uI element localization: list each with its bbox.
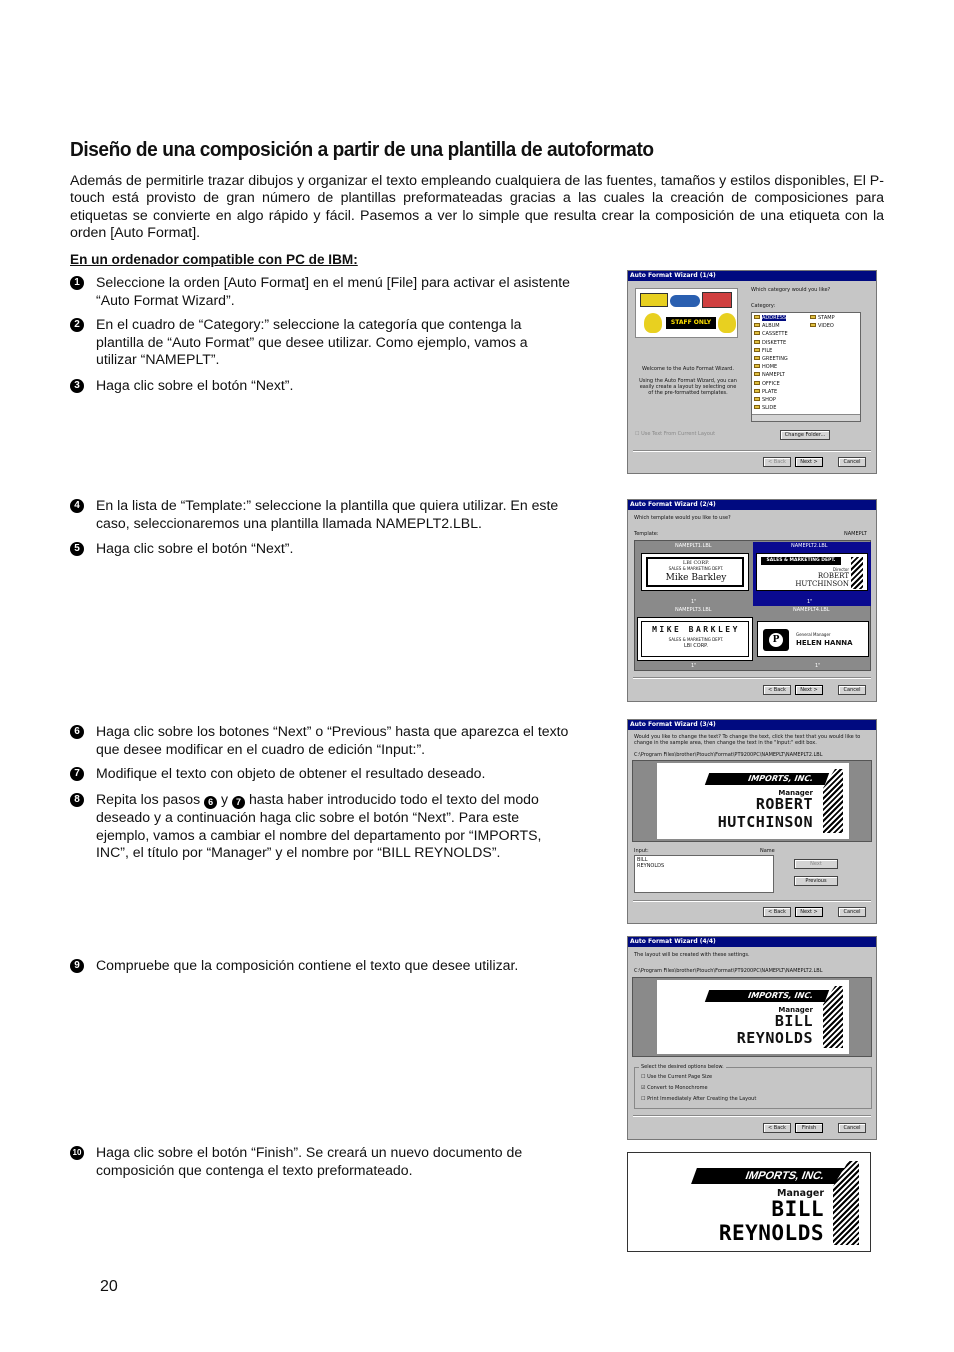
category-label: Category: bbox=[751, 303, 776, 309]
wizard-dialog-2 bbox=[627, 499, 877, 702]
logo-box bbox=[763, 629, 789, 651]
step-9 bbox=[70, 957, 570, 975]
file-path: C:\Program Files\brother\Ptouch\Format\PT9200PC\NAMEPLT\NAMEPLT2.LBL bbox=[634, 752, 823, 758]
template-nameplt3[interactable]: MIKE BARKLEY SALES & MARKETING DEPT. LBI CORP. bbox=[637, 617, 753, 661]
folder-icon bbox=[754, 356, 760, 360]
label-art-red bbox=[702, 292, 732, 308]
template-nameplt1[interactable]: LBI CORP. SALES & MARKETING DEPT. Mike Barkley bbox=[641, 553, 749, 591]
category-column bbox=[810, 314, 835, 330]
step-2 bbox=[70, 316, 570, 369]
staff-only-label: STAFF ONLY bbox=[666, 317, 716, 329]
step-number: 9 bbox=[70, 959, 84, 973]
change-folder-button[interactable]: Change Folder... bbox=[780, 430, 830, 440]
label-preview: IMPORTS, INC. Manager BILL REYNOLDS bbox=[657, 980, 849, 1054]
using-text: Using the Auto Format Wizard, you can easily create a layout by selecting one of the pre-formatted templates. bbox=[639, 378, 737, 396]
category-item[interactable]: NAMEPLT bbox=[754, 371, 788, 379]
page-number: 20 bbox=[100, 1278, 118, 1295]
company-banner: IMPORTS, INC. bbox=[705, 990, 829, 1002]
hatch-graphic bbox=[851, 557, 863, 589]
category-item[interactable]: CASSETTE bbox=[754, 330, 788, 338]
name-line-2: REYNOLDS bbox=[718, 1221, 824, 1245]
folder-icon bbox=[754, 381, 760, 385]
next-field-button[interactable]: Next bbox=[794, 859, 838, 869]
folder-icon bbox=[754, 372, 760, 376]
folder-icon bbox=[754, 340, 760, 344]
option-monochrome-checkbox[interactable]: ☑ Convert to Monochrome bbox=[641, 1085, 708, 1091]
file-path: C:\Program Files\brother\Ptouch\Format\PT9200PC\NAMEPLT\NAMEPLT2.LBL bbox=[634, 968, 823, 974]
template-nameplt2[interactable]: SALES & MARKETING DEPT. Director ROBERT HUTCHINSON bbox=[756, 553, 868, 591]
step-10 bbox=[70, 1144, 570, 1179]
step-5 bbox=[70, 540, 570, 558]
step-number: 8 bbox=[70, 793, 84, 807]
template-label: Template: bbox=[634, 531, 659, 537]
p-logo-icon: P bbox=[769, 633, 783, 647]
back-button[interactable]: < Back bbox=[763, 457, 791, 467]
options-group bbox=[634, 1064, 872, 1109]
template-nameplt4[interactable]: P General Manager HELEN HANNA bbox=[757, 621, 869, 657]
dialog-title-bar: Auto Format Wizard (2/4) bbox=[628, 500, 876, 510]
company-banner: IMPORTS, INC. bbox=[691, 1168, 847, 1184]
folder-icon bbox=[754, 331, 760, 335]
step-number: 1 bbox=[70, 276, 84, 290]
intro-paragraph: Además de permitirle trazar dibujos y organizar el texto empleando cualquiera de las fuentes, tamaños y estilos disponibles, El P-touch está provisto de gran número de plantillas preformateadas gracias a las cuales la creación de composiciones para etiquetas se convierte en algo rápido y fácil. Pasemos a ver lo simple que resulta crear la composición de una etiqueta con la orden [Auto Format]. bbox=[70, 173, 884, 242]
step-number: 6 bbox=[70, 725, 84, 739]
category-item[interactable]: DISKETTE bbox=[754, 339, 788, 347]
template-name: NAMEPLT3.LBL bbox=[675, 607, 712, 613]
step-text: Compruebe que la composición contiene el texto que desee utilizar. bbox=[96, 957, 519, 973]
next-button[interactable]: Next > bbox=[795, 685, 823, 695]
step-ref: 6 bbox=[204, 796, 217, 809]
sample-area[interactable] bbox=[632, 760, 872, 842]
divider bbox=[633, 1115, 871, 1117]
step-text: Haga clic sobre el botón “Finish”. Se creará un nuevo documento de composición que contenga el texto preformateado. bbox=[96, 1144, 523, 1178]
category-item[interactable]: GREETING bbox=[754, 355, 788, 363]
use-text-checkbox[interactable]: ☐ Use Text From Current Layout bbox=[635, 431, 716, 437]
next-button[interactable]: Next > bbox=[795, 457, 823, 467]
step-4 bbox=[70, 497, 570, 532]
option-print-checkbox[interactable]: ☐ Print Immediately After Creating the Layout bbox=[641, 1096, 757, 1102]
folder-icon bbox=[754, 323, 760, 327]
folder-icon bbox=[754, 348, 760, 352]
step-text: Repita los pasos 6 y 7 hasta haber introducido todo el texto del modo deseado y a continuación haga clic sobre el botón “Next”. Para este ejemplo, vamos a cambiar el nombre del departamento por “IMPORTS, INC”, el título por “Manager” y el nombre por “BILL REYNOLDS”. bbox=[96, 791, 542, 861]
hand-icon bbox=[644, 313, 662, 333]
result-label bbox=[627, 1152, 871, 1252]
wizard-dialog-1 bbox=[627, 270, 877, 474]
label-art-yellow bbox=[640, 293, 668, 307]
template-name: NAMEPLT1.LBL bbox=[675, 543, 712, 549]
category-question: Which category would you like? bbox=[751, 287, 831, 293]
finish-button[interactable]: Finish bbox=[795, 1123, 823, 1133]
back-button[interactable]: < Back bbox=[763, 1123, 791, 1133]
change-text-question: Would you like to change the text? To change the text, click the text that you would like to change in the sample area, then change the text in the "Input:" edit box. bbox=[634, 734, 861, 746]
input-label: Input: bbox=[634, 848, 649, 854]
dialog-title-bar: Auto Format Wizard (3/4) bbox=[628, 720, 876, 730]
folder-icon bbox=[810, 315, 816, 319]
cancel-button[interactable]: Cancel bbox=[838, 907, 866, 917]
step-text: En el cuadro de “Category:” seleccione la categoría que contenga la plantilla de “Auto Format” que desee utilizar. Como ejemplo, vamos a utilizar “NAMEPLT”. bbox=[96, 316, 528, 368]
label-preview: IMPORTS, INC. Manager ROBERT HUTCHINSON bbox=[657, 763, 849, 839]
folder-icon bbox=[754, 405, 760, 409]
category-item[interactable]: SLIDE bbox=[754, 404, 788, 412]
horizontal-scrollbar[interactable] bbox=[752, 414, 860, 421]
step-number: 4 bbox=[70, 499, 84, 513]
previous-field-button[interactable]: Previous bbox=[794, 876, 838, 886]
folder-icon bbox=[754, 364, 760, 368]
category-item[interactable]: HOME bbox=[754, 363, 788, 371]
wizard-dialog-4 bbox=[627, 936, 877, 1140]
option-page-size-checkbox[interactable]: ☐ Use the Current Page Size bbox=[641, 1074, 713, 1080]
category-item[interactable]: PLATE bbox=[754, 388, 788, 396]
wizard-art bbox=[635, 288, 738, 338]
folder-icon bbox=[810, 323, 816, 327]
step-6 bbox=[70, 723, 570, 758]
step-number: 10 bbox=[70, 1146, 84, 1160]
cancel-button[interactable]: Cancel bbox=[838, 457, 866, 467]
step-text: Haga clic sobre el botón “Next”. bbox=[96, 540, 294, 556]
field-name-label: Name bbox=[760, 848, 775, 854]
step-number: 3 bbox=[70, 379, 84, 393]
hand-icon bbox=[718, 313, 736, 333]
step-1 bbox=[70, 274, 570, 309]
cancel-button[interactable]: Cancel bbox=[838, 685, 866, 695]
template-gallery[interactable]: NAMEPLT1.LBL LBI CORP. SALES & MARKETING DEPT. Mike Barkley 1" NAMEPLT2.LBL SALES & MARKETING DEPT. Director ROBERT HUTCHINSON 1" NAMEPLT3.LBL MIKE BARKLEY SALES & MARKETING DEPT. LBI CORP. 1" NAMEPLT4.LBL P General Manager HELEN HANNA 1" bbox=[634, 540, 871, 671]
step-8 bbox=[70, 791, 570, 862]
category-item[interactable]: FILE bbox=[754, 347, 788, 355]
category-item[interactable]: ALBUM bbox=[754, 322, 788, 330]
settings-info: The layout will be created with these settings. bbox=[634, 952, 750, 958]
divider bbox=[633, 900, 871, 902]
template-question: Which template would you like to use? bbox=[634, 515, 731, 521]
category-item[interactable]: STAMP bbox=[810, 314, 835, 322]
step-text: En la lista de “Template:” seleccione la plantilla que quiera utilizar. En este caso, seleccionaremos una plantilla llamada NAMEPLT2.LBL. bbox=[96, 497, 559, 531]
step-number: 7 bbox=[70, 767, 84, 781]
divider bbox=[633, 677, 871, 679]
folder-icon bbox=[754, 315, 760, 319]
back-button[interactable]: < Back bbox=[763, 685, 791, 695]
options-label: Select the desired options below. bbox=[641, 1064, 724, 1070]
dialog-title-bar: Auto Format Wizard (4/4) bbox=[628, 937, 876, 947]
cancel-button[interactable]: Cancel bbox=[838, 1123, 866, 1133]
subheading: En un ordenador compatible con PC de IBM: bbox=[70, 252, 358, 267]
step-text: Seleccione la orden [Auto Format] en el menú [File] para activar el asistente “Auto Format Wizard”. bbox=[96, 274, 570, 308]
category-list[interactable] bbox=[751, 312, 861, 422]
category-item[interactable]: VIDEO bbox=[810, 322, 835, 330]
category-item[interactable]: OFFICE bbox=[754, 380, 788, 388]
company-banner: IMPORTS, INC. bbox=[705, 773, 829, 785]
step-text: Haga clic sobre los botones “Next” o “Previous” hasta que aparezca el texto que desee modificar en el cuadro de edición “Input:”. bbox=[96, 723, 569, 757]
step-3 bbox=[70, 377, 570, 395]
label-art-blue bbox=[670, 295, 700, 307]
input-textbox[interactable]: BILL REYNOLDS bbox=[634, 855, 774, 893]
page-title: Diseño de una composición a partir de una plantilla de autoformato bbox=[70, 138, 654, 161]
wizard-dialog-3 bbox=[627, 719, 877, 924]
name-line-1: BILL bbox=[771, 1197, 824, 1221]
category-item[interactable]: SHOP bbox=[754, 396, 788, 404]
category-value: NAMEPLT bbox=[844, 531, 867, 537]
step-text: Haga clic sobre el botón “Next”. bbox=[96, 377, 294, 393]
role-text: Manager bbox=[777, 1188, 824, 1199]
welcome-text: Welcome to the Auto Format Wizard. bbox=[642, 366, 734, 372]
step-7 bbox=[70, 765, 570, 783]
sample-area bbox=[632, 977, 872, 1057]
template-name: NAMEPLT4.LBL bbox=[793, 607, 830, 613]
dialog-title-bar: Auto Format Wizard (1/4) bbox=[628, 271, 876, 281]
template-name: NAMEPLT2.LBL bbox=[791, 543, 828, 549]
step-number: 5 bbox=[70, 542, 84, 556]
back-button[interactable]: < Back bbox=[763, 907, 791, 917]
step-ref: 7 bbox=[232, 796, 245, 809]
divider bbox=[633, 450, 871, 452]
folder-icon bbox=[754, 397, 760, 401]
step-text: Modifique el texto con objeto de obtener el resultado deseado. bbox=[96, 765, 486, 781]
next-button[interactable]: Next > bbox=[795, 907, 823, 917]
folder-icon bbox=[754, 389, 760, 393]
category-column bbox=[754, 314, 788, 412]
category-item[interactable]: ADDRESS bbox=[754, 314, 788, 322]
step-number: 2 bbox=[70, 318, 84, 332]
